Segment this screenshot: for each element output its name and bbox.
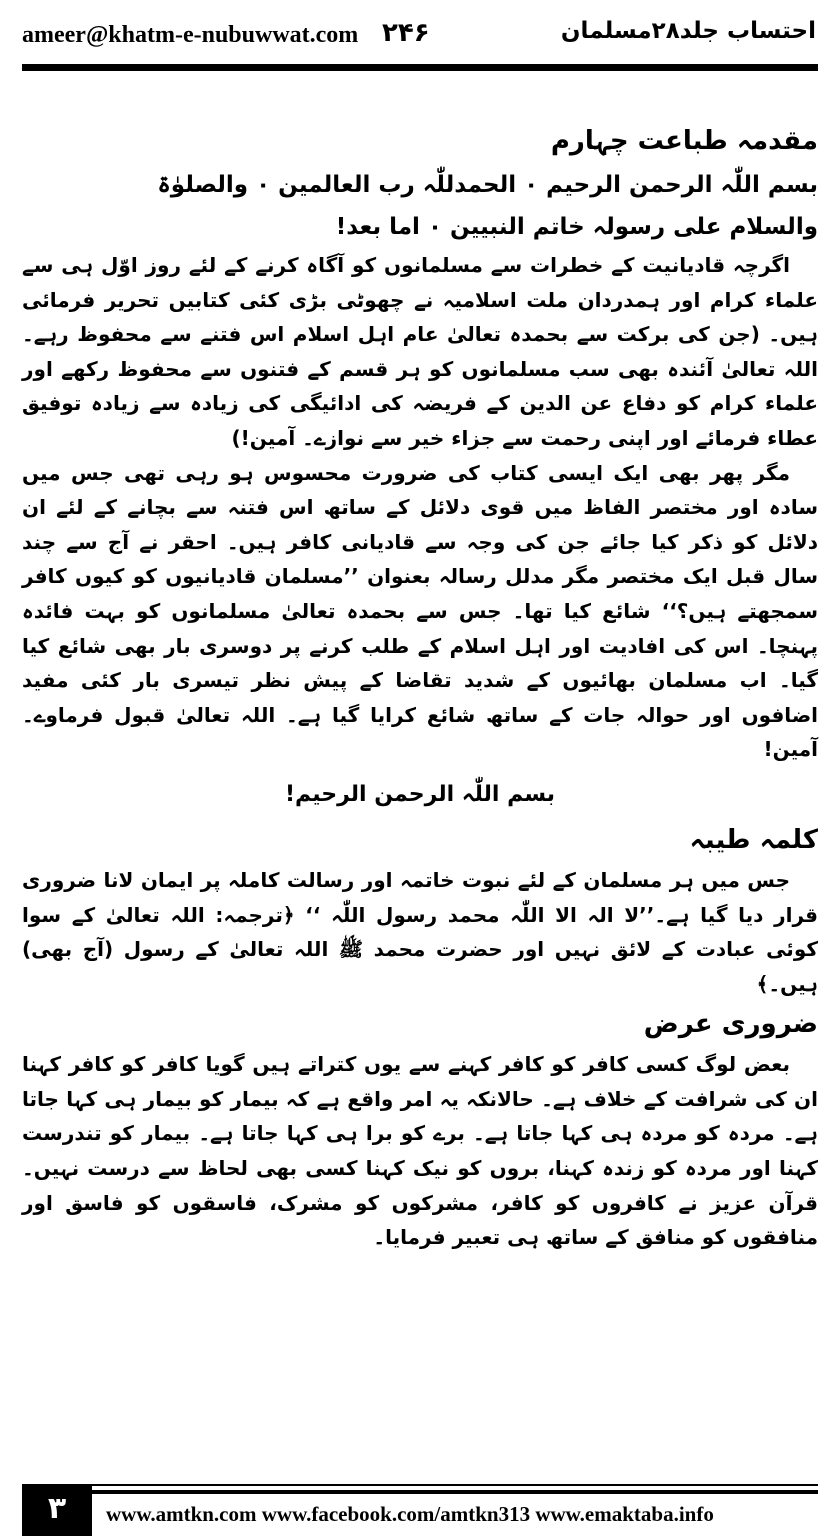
section-heading-request: ضروری عرض — [643, 1009, 818, 1040]
paragraph-kalima: جس میں ہر مسلمان کے لئے نبوت خاتمہ اور رسالت کاملہ پر ایمان لانا ضروری قرار دیا گیا ہے۔’’لا الہ الا اللّٰہ محمد رسول اللّٰہ ‘‘ ﴿ترجمہ: اللہ تعالیٰ کے سوا کوئی عبادت کے لائق نہیں اور حضرت محمد ﷺ اللہ تعالیٰ کے رسول (آج بھی) ہیں۔﴾ — [22, 867, 818, 996]
paragraph-request: بعض لوگ کسی کافر کو کافر کہنے سے یوں کتراتے ہیں گویا کافر کو کافر کہنا ان کی شرافت کے خلاف ہے۔ حالانکہ یہ امر واقع ہے کہ بیمار کو بیمار ہی کہا جاتا ہے۔ مردہ کو مردہ ہی کہا جاتا ہے۔ برے کو برا ہی کہا جاتا ہے۔ بیمار کو تندرست کہنا اور مردہ کو زندہ کہنا، بروں کو نیک کہنا کسی بھی لحاظ سے درست نہیں۔ قرآن عزیز نے کافروں کو کافر، مشرکوں کو مشرک، فاسقوں کو فاسق اور منافقوں کو منافق کے ساتھ ہی تعبیر فرمایا۔ — [22, 1052, 818, 1250]
footer-links: www.amtkn.com www.facebook.com/amtkn313 www.emaktaba.info — [106, 1502, 714, 1526]
header-rule — [22, 64, 818, 71]
bismillah-centered: بسم اللّٰہ الرحمن الرحیم! — [284, 781, 556, 807]
footer-rule-thick — [92, 1490, 818, 1494]
bismillah-line-2: والسلام علی رسولہ خاتم النبیین ۰ اما بعد! — [335, 214, 818, 240]
header-book-title: احتساب جلد۲۸مسلمان — [560, 18, 816, 44]
footer-page-number: ۳ — [22, 1484, 92, 1536]
header-page-number: ۲۴۶ — [382, 18, 430, 48]
bismillah-line-1: بسم اللّٰہ الرحمن الرحیم ۰ الحمدللّٰہ رب العالمین ۰ والصلوٰۃ — [157, 172, 818, 198]
page-footer — [22, 1484, 818, 1536]
header-email: ameer@khatm-e-nubuwwat.com — [22, 22, 359, 48]
paragraph-book-need: مگر پھر بھی ایک ایسی کتاب کی ضرورت محسوس ہو رہی تھی جس میں سادہ اور مختصر الفاظ میں قوی دلائل کے ساتھ اس فتنہ سے بچانے کے لئے ان دلائل کو ذکر کیا جائے جن کی وجہ سے قادیانی کافر ہیں۔ احقر نے آج سے چند سال قبل ایک مختصر مگر مدلل رسالہ بعنوان ’’مسلمان قادیانیوں کو کیوں کافر سمجھتے ہیں؟‘‘ شائع کیا تھا۔ جس سے بحمدہ تعالیٰ مسلمانوں کو بہت فائدہ پہنچا۔ اس کی افادیت اور اہل اسلام کے طلب کرنے پر دوسری بار بھی شائع کیا گیا۔ اب مسلمان بھائیوں کے شدید تقاضا کے پیش نظر تیسری بار کئی مفید اضافوں اور حوالہ جات کے ساتھ شائع کرایا گیا ہے۔ اللہ تعالیٰ قبول فرماوے۔ آمین! — [22, 460, 818, 762]
paragraph-intro: اگرچہ قادیانیت کے خطرات سے مسلمانوں کو آگاہ کرنے کے لئے روز اوّل ہی سے علماء کرام اور ہمدردان ملت اسلامیہ نے چھوٹی بڑی کئی کتابیں تحریر فرمائی ہیں۔ (جن کی برکت سے بحمدہ تعالیٰ عام اہل اسلام اس فتنے سے محفوظ رہے۔ اللہ تعالیٰ آئندہ بھی سب مسلمانوں کو ہر قسم کے فتنوں سے محفوظ رکھے اور علماء کرام کو دفاع عن الدین کے فریضہ کی ادائیگی کی زیادہ سے زیادہ توفیق عطاء فرمائے اور اپنی رحمت سے جزاء خیر سے نوازے۔ آمین!) — [22, 253, 818, 450]
section-heading-kalima: کلمہ طیبہ — [689, 824, 818, 855]
footer-rule-thin — [92, 1484, 818, 1486]
section-heading-preface: مقدمہ طباعت چہارم — [550, 126, 818, 156]
page-header — [0, 0, 840, 70]
page-content — [22, 118, 818, 1255]
